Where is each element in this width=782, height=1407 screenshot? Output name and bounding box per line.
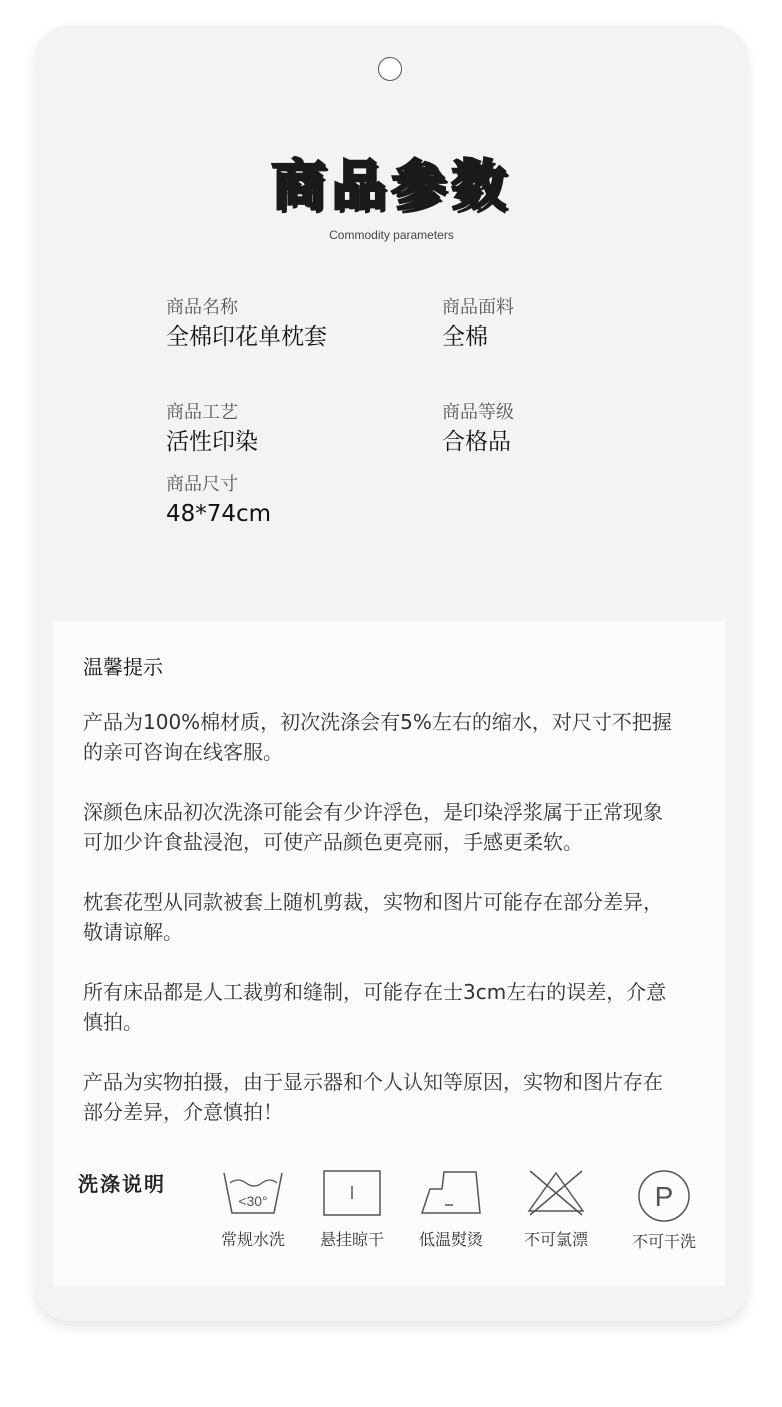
tip-paragraph: [83, 707, 713, 767]
param-craft-label: 商品工艺: [166, 402, 238, 423]
wash-label: 不可氯漂: [523, 1230, 588, 1249]
wash-item-no-dry-clean: [619, 1169, 709, 1252]
page-title: [35, 143, 748, 220]
tip-line: 产品为实物拍摄，由于显示器和个人认知等原因，实物和图片存在: [83, 1070, 663, 1094]
no-dry-clean-icon: [633, 1169, 695, 1223]
wash-label: 不可干洗: [631, 1232, 696, 1251]
iron-low-icon: [420, 1169, 482, 1217]
tip-line: 所有床品都是人工裁剪和缝制，可能存在士3cm左右的误差，介意: [83, 980, 667, 1004]
param-size-label: 商品尺寸: [166, 474, 238, 495]
washing-title: 洗涤说明: [78, 1172, 166, 1196]
hang-hole-icon: [378, 57, 402, 81]
param-size: [166, 473, 271, 529]
param-fabric-label: 商品面料: [442, 297, 514, 318]
no-bleach-icon: [525, 1169, 587, 1217]
tips-title: 温馨提示: [83, 655, 163, 679]
wash-item-machine-wash: [208, 1169, 298, 1250]
wash-label: 悬挂晾干: [319, 1230, 384, 1249]
param-fabric-value: 全棉: [442, 324, 488, 350]
tip-line: 的亲可咨询在线客服。: [83, 740, 283, 764]
param-grade-value: 合格品: [442, 429, 511, 455]
tip-line: 深颜色床品初次洗涤可能会有少许浮色，是印染浮浆属于正常现象: [83, 800, 663, 824]
wash-label: 低温熨烫: [418, 1230, 483, 1249]
tip-line: 部分差异，介意慎拍！: [83, 1100, 283, 1124]
tip-paragraph: [83, 797, 713, 857]
line-dry-icon: [321, 1169, 383, 1217]
wash-temp-text: <30°: [238, 1193, 268, 1209]
param-craft-value: 活性印染: [166, 429, 258, 455]
wash-item-no-bleach: [511, 1169, 601, 1250]
tip-paragraph: [83, 1067, 713, 1127]
param-grade: [442, 401, 514, 457]
tip-line: 产品为100%棉材质，初次洗涤会有5%左右的缩水，对尺寸不把握: [83, 710, 672, 734]
title-main: 商品参: [271, 154, 452, 217]
tip-line: 敬请谅解。: [83, 920, 183, 944]
tip-line: 可加少许食盐浸泡，可使产品颜色更亮丽，手感更柔软。: [83, 830, 583, 854]
param-name: [166, 296, 327, 352]
title-accent: 数: [451, 154, 512, 217]
tip-line: 枕套花型从同款被套上随机剪裁，实物和图片可能存在部分差异，: [83, 890, 663, 914]
param-craft: [166, 401, 258, 457]
param-name-label: 商品名称: [166, 297, 238, 318]
tip-line: 慎拍。: [83, 1010, 143, 1034]
wash-tub-icon: [222, 1169, 284, 1217]
param-fabric: [442, 296, 514, 352]
tip-paragraph: [83, 977, 713, 1037]
tips-panel: [53, 621, 725, 1286]
param-size-value: 48*74cm: [166, 501, 272, 527]
param-name-value: 全棉印花单枕套: [166, 324, 327, 350]
param-grade-label: 商品等级: [442, 402, 514, 423]
tip-paragraph: [83, 887, 713, 947]
page-subtitle: Commodity parameters: [329, 228, 454, 242]
dry-clean-letter: P: [654, 1181, 674, 1212]
product-card: [35, 25, 748, 1321]
wash-item-iron-low: [406, 1169, 496, 1250]
wash-label: 常规水洗: [220, 1230, 285, 1249]
wash-item-line-dry: [307, 1169, 397, 1250]
